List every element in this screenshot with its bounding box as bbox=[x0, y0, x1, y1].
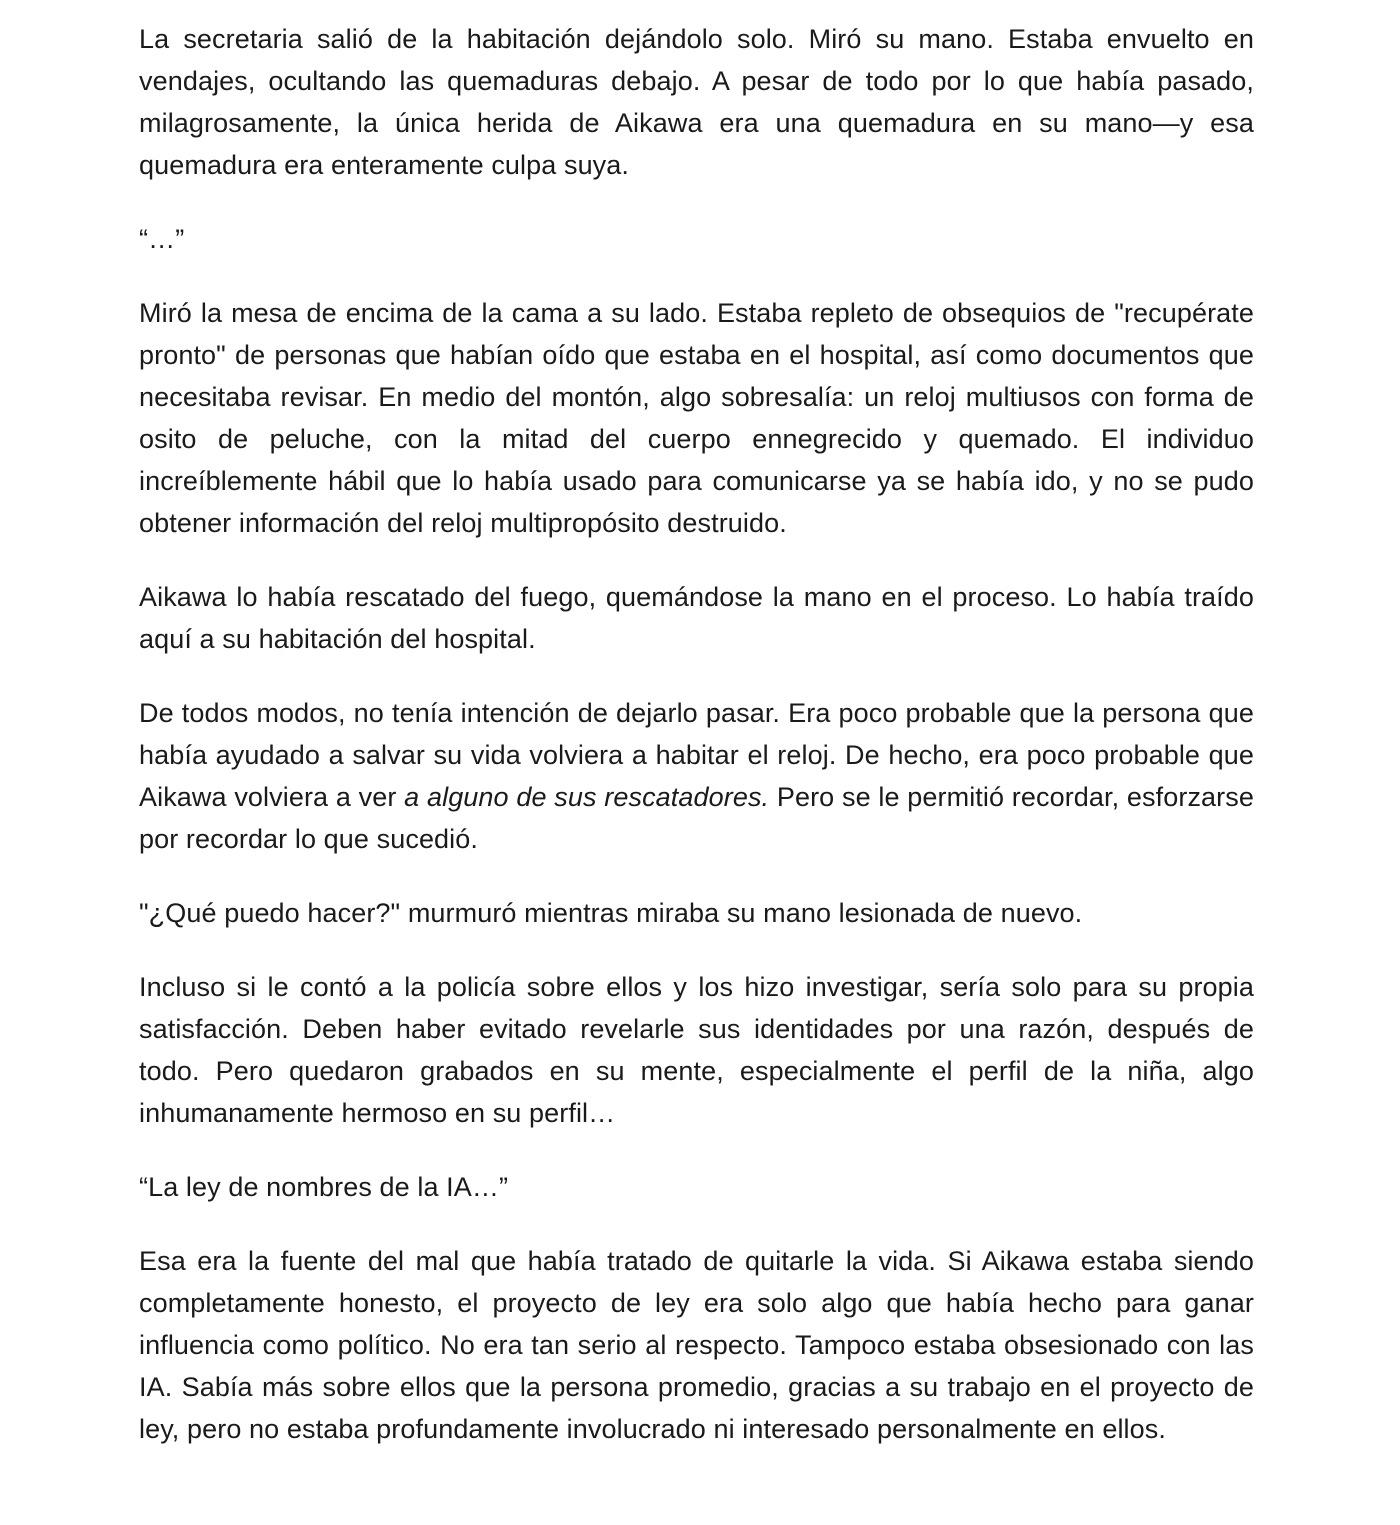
paragraph-ellipsis-dialogue: “…” bbox=[139, 224, 185, 254]
paragraph-police-report: Incluso si le contó a la policía sobre ellos y los hizo investigar, sería solo para su propia satisfacción. Deben haber evitado revelarle sus identidades por una razón, después de todo. Pero quedaron grabados en su mente, especialmente el perfil de la niña, algo inhumanamente hermoso en su perfil… bbox=[139, 972, 1254, 1128]
paragraph-rescued-from-fire: Aikawa lo había rescatado del fuego, quemándose la mano en el proceso. Lo había traído aquí a su habitación del hospital. bbox=[139, 582, 1254, 654]
paragraph-what-can-i-do: "¿Qué puedo hacer?" murmuró mientras miraba su mano lesionada de nuevo. bbox=[139, 898, 1083, 928]
document-page bbox=[139, 18, 1254, 1482]
paragraph-secretary-leaves: La secretaria salió de la habitación dejándolo solo. Miró su mano. Estaba envuelto en vendajes, ocultando las quemaduras debajo. A pesar de todo por lo que había pasado, milagrosamente, la única herida de Aikawa era una quemadura en su mano—y esa quemadura era enteramente culpa suya. bbox=[139, 24, 1254, 180]
paragraph-not-let-go-part2: Pero se le permitió recordar, esforzarse por recordar lo que sucedió. bbox=[139, 782, 1254, 854]
paragraph-not-let-go-part1: De todos modos, no tenía intención de dejarlo pasar. Era poco probable que la persona que había ayudado a salvar su vida volviera a habitar el reloj. De hecho, era poco probable que Aikawa volviera a ver bbox=[139, 698, 1254, 812]
paragraph-not-let-go-italic: a alguno de sus rescatadores. bbox=[404, 782, 770, 812]
paragraph-ai-naming-law: “La ley de nombres de la IA…” bbox=[139, 1172, 509, 1202]
paragraph-not-let-go bbox=[139, 692, 1254, 860]
paragraph-bedside-table: Miró la mesa de encima de la cama a su lado. Estaba repleto de obsequios de "recupérate pronto" de personas que habían oído que estaba en el hospital, así como documentos que necesitaba revisar. En medio del montón, algo sobresalía: un reloj multiusos con forma de osito de peluche, con la mitad del cuerpo ennegrecido y quemado. El individuo increíblemente hábil que lo había usado para comunicarse ya se había ido, y no se pudo obtener información del reloj multipropósito destruido. bbox=[139, 298, 1254, 538]
paragraph-source-of-evil: Esa era la fuente del mal que había tratado de quitarle la vida. Si Aikawa estaba siendo completamente honesto, el proyecto de ley era solo algo que había hecho para ganar influencia como político. No era tan serio al respecto. Tampoco estaba obsesionado con las IA. Sabía más sobre ellos que la persona promedio, gracias a su trabajo en el proyecto de ley, pero no estaba profundamente involucrado ni interesado personalmente en ellos. bbox=[139, 1246, 1254, 1444]
